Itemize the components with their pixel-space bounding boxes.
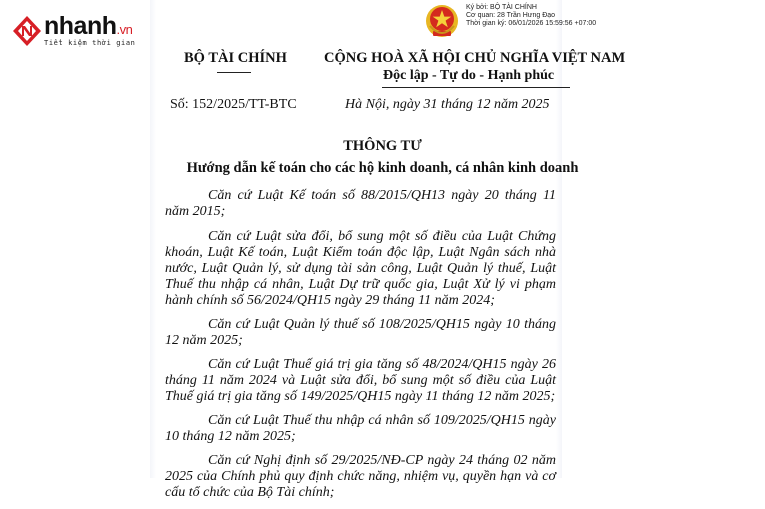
motto-underline (382, 87, 570, 88)
national-motto: Độc lập - Tự do - Hạnh phúc (383, 68, 555, 83)
legal-basis-paragraph: Căn cứ Luật sửa đổi, bổ sung một số điều của Luật Chứng khoán, Luật Kế toán, Luật Kiểm toán độc lập, Luật Ngân sách nhà nước, Luật Quản lý, sử dụng tài sản công, Luật Quản lý thuế, Luật Thuế thu nhập cá nhân, Luật Dự trữ quốc gia, Luật Xử lý vi phạm hành chính số 56/2024/QH15 ngày 29 tháng 11 năm 2024; (165, 229, 556, 308)
national-emblem-icon (424, 4, 460, 45)
signature-time: Thời gian ký: 06/01/2026 15:59:56 +07:00 (466, 20, 597, 27)
document-type: THÔNG TƯ (343, 138, 422, 154)
national-title: CỘNG HOÀ XÃ HỘI CHỦ NGHĨA VIỆT NAM (324, 50, 626, 66)
legal-basis-paragraph: Căn cứ Luật Thuế thu nhập cá nhân số 109/2025/QH15 ngày 10 tháng 12 năm 2025; (165, 413, 556, 444)
page-left-edge (150, 0, 156, 478)
digital-signature-block (466, 4, 596, 28)
signature-agency: Cơ quan: 28 Trần Hưng Đạo (466, 12, 556, 19)
legal-basis-paragraph: Căn cứ Nghị định số 29/2025/NĐ-CP ngày 24 tháng 02 năm 2025 của Chính phủ quy định chức năng, nhiệm vụ, quyền hạn và cơ cấu tổ chức của Bộ Tài chính; (165, 453, 556, 500)
legal-basis-paragraph: Căn cứ Luật Kế toán số 88/2015/QH13 ngày 20 tháng 11 năm 2015; (165, 188, 556, 219)
logo-tagline: Tiết kiệm thời gian (44, 39, 136, 47)
document-body (165, 188, 556, 509)
logo-brand-text: nhanh.vn (44, 12, 133, 40)
legal-basis-paragraph: Căn cứ Luật Thuế giá trị gia tăng số 48/2024/QH15 ngày 26 tháng 11 năm 2024 và Luật sửa đổi, bổ sung một số điều của Luật Thuế giá trị gia tăng số 149/2025/QH15 ngày 11 tháng 12 năm 2025; (165, 357, 556, 404)
ministry-underline (217, 72, 251, 73)
nhanh-logo-icon (13, 16, 41, 46)
legal-basis-paragraph: Căn cứ Luật Quản lý thuế số 108/2025/QH15 ngày 10 tháng 12 năm 2025; (165, 317, 556, 348)
document-title: Hướng dẫn kế toán cho các hộ kinh doanh, cá nhân kinh doanh (186, 160, 579, 176)
nhanh-watermark-logo (13, 14, 135, 47)
signature-signed-by: Ký bởi: BỘ TÀI CHÍNH (466, 4, 537, 11)
ministry-name: BỘ TÀI CHÍNH (184, 50, 287, 66)
document-number: Số: 152/2025/TT-BTC (170, 97, 297, 112)
place-and-date: Hà Nội, ngày 31 tháng 12 năm 2025 (345, 97, 550, 112)
page-right-edge (556, 0, 562, 478)
